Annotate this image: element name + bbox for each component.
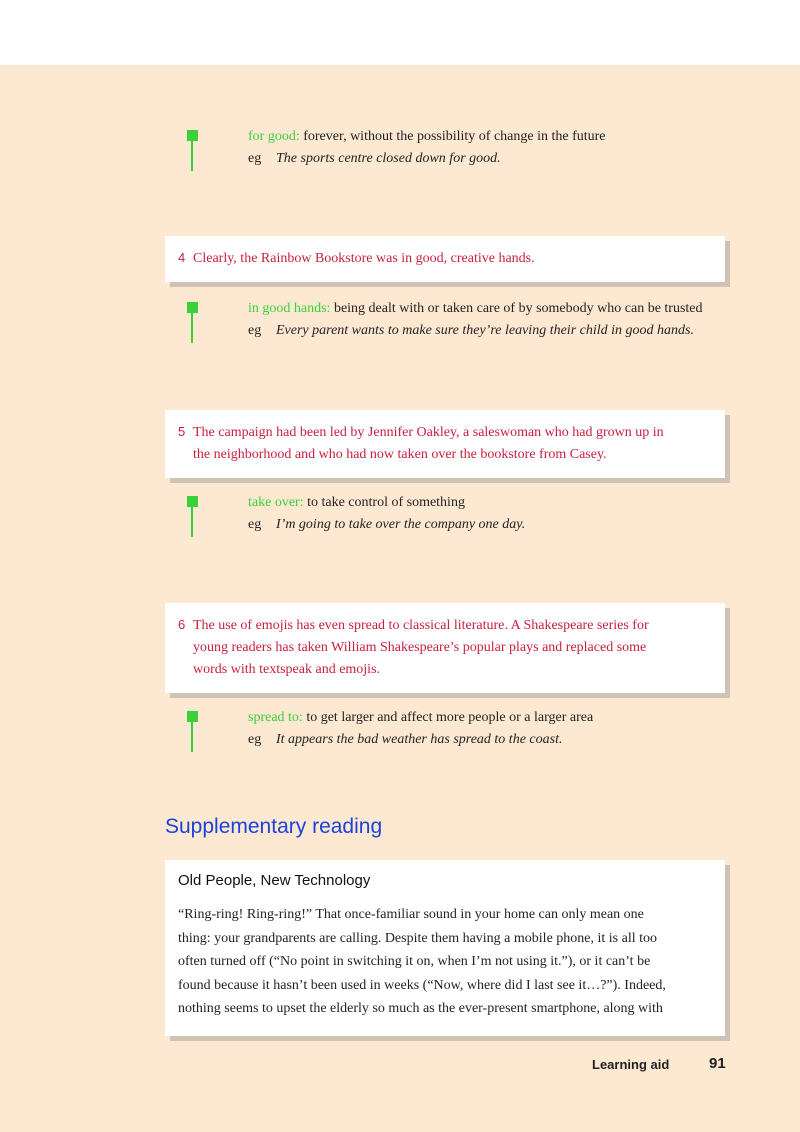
bullet-line	[191, 722, 193, 752]
vocab-term: spread to:	[248, 710, 303, 725]
reading-line: found because it hasn’t been used in weeks (“Now, where did I last see it…?”). Indeed,	[178, 977, 666, 993]
example-text: The sports centre closed down for good.	[276, 151, 501, 166]
bullet-line	[191, 313, 193, 343]
reading-line: thing: your grandparents are calling. Despite them having a mobile phone, it is all too	[178, 930, 657, 946]
example-line	[248, 517, 525, 533]
reading-line: “Ring-ring! Ring-ring!” That once-familiar sound in your home can only mean one	[178, 907, 644, 922]
vocab-definition: to get larger and affect more people or a larger area	[302, 710, 594, 725]
quote-text: The use of emojis has even spread to classical literature. A Shakespeare series for	[193, 618, 649, 633]
footer-label: Learning aid	[592, 1057, 670, 1072]
eg-label: eg	[248, 517, 262, 532]
bullet-line	[191, 141, 193, 171]
quote-line	[178, 614, 711, 637]
quote-text: young readers has taken William Shakespeare’s popular plays and replaced some	[193, 640, 647, 655]
quote-box	[165, 236, 725, 282]
reading-box	[165, 860, 725, 1036]
vocab-term: take over:	[248, 495, 304, 510]
bullet-line	[191, 507, 193, 537]
definition-line	[248, 301, 703, 317]
definition-line	[248, 710, 593, 726]
quote-line	[178, 247, 711, 270]
eg-label: eg	[248, 732, 262, 747]
example-line	[248, 323, 694, 339]
quote-text: The campaign had been led by Jennifer Oakley, a saleswoman who had grown up in	[193, 425, 664, 440]
reading-line: often turned off (“No point in switching it on, when I’m not using it.”), or it can’t be	[178, 954, 651, 969]
quote-number: 6	[178, 617, 186, 632]
quote-text: Clearly, the Rainbow Bookstore was in good, creative hands.	[193, 251, 535, 266]
quote-text: words with textspeak and emojis.	[193, 662, 381, 677]
vocab-term: in good hands:	[248, 301, 331, 316]
reading-line: nothing seems to upset the elderly so much as the ever-present smartphone, along with	[178, 1001, 663, 1016]
definition-line	[248, 129, 606, 145]
quote-text: the neighborhood and who had now taken over the bookstore from Casey.	[193, 447, 607, 462]
quote-line	[178, 421, 711, 444]
green-square-bullet	[187, 496, 198, 507]
green-square-bullet	[187, 130, 198, 141]
example-text: Every parent wants to make sure they’re leaving their child in good hands.	[276, 323, 694, 338]
quote-box	[165, 410, 725, 478]
vocab-definition: being dealt with or taken care of by somebody who can be trusted	[330, 301, 703, 316]
example-line	[248, 732, 562, 748]
quote-number: 5	[178, 424, 186, 439]
quote-line	[178, 659, 711, 681]
green-square-bullet	[187, 711, 198, 722]
eg-label: eg	[248, 323, 262, 338]
quote-line	[178, 637, 711, 659]
vocab-definition: forever, without the possibility of change in the future	[299, 129, 606, 144]
quote-line	[178, 444, 711, 466]
quote-box	[165, 603, 725, 693]
page-number: 91	[709, 1055, 726, 1072]
example-text: I’m going to take over the company one day.	[276, 517, 526, 532]
example-line	[248, 151, 501, 167]
green-square-bullet	[187, 302, 198, 313]
definition-line	[248, 495, 465, 511]
eg-label: eg	[248, 151, 262, 166]
section-heading: Supplementary reading	[165, 815, 383, 838]
vocab-term: for good:	[248, 129, 300, 144]
quote-number: 4	[178, 250, 186, 265]
reading-title: Old People, New Technology	[178, 872, 371, 889]
example-text: It appears the bad weather has spread to the coast.	[276, 732, 563, 747]
vocab-definition: to take control of something	[303, 495, 465, 510]
